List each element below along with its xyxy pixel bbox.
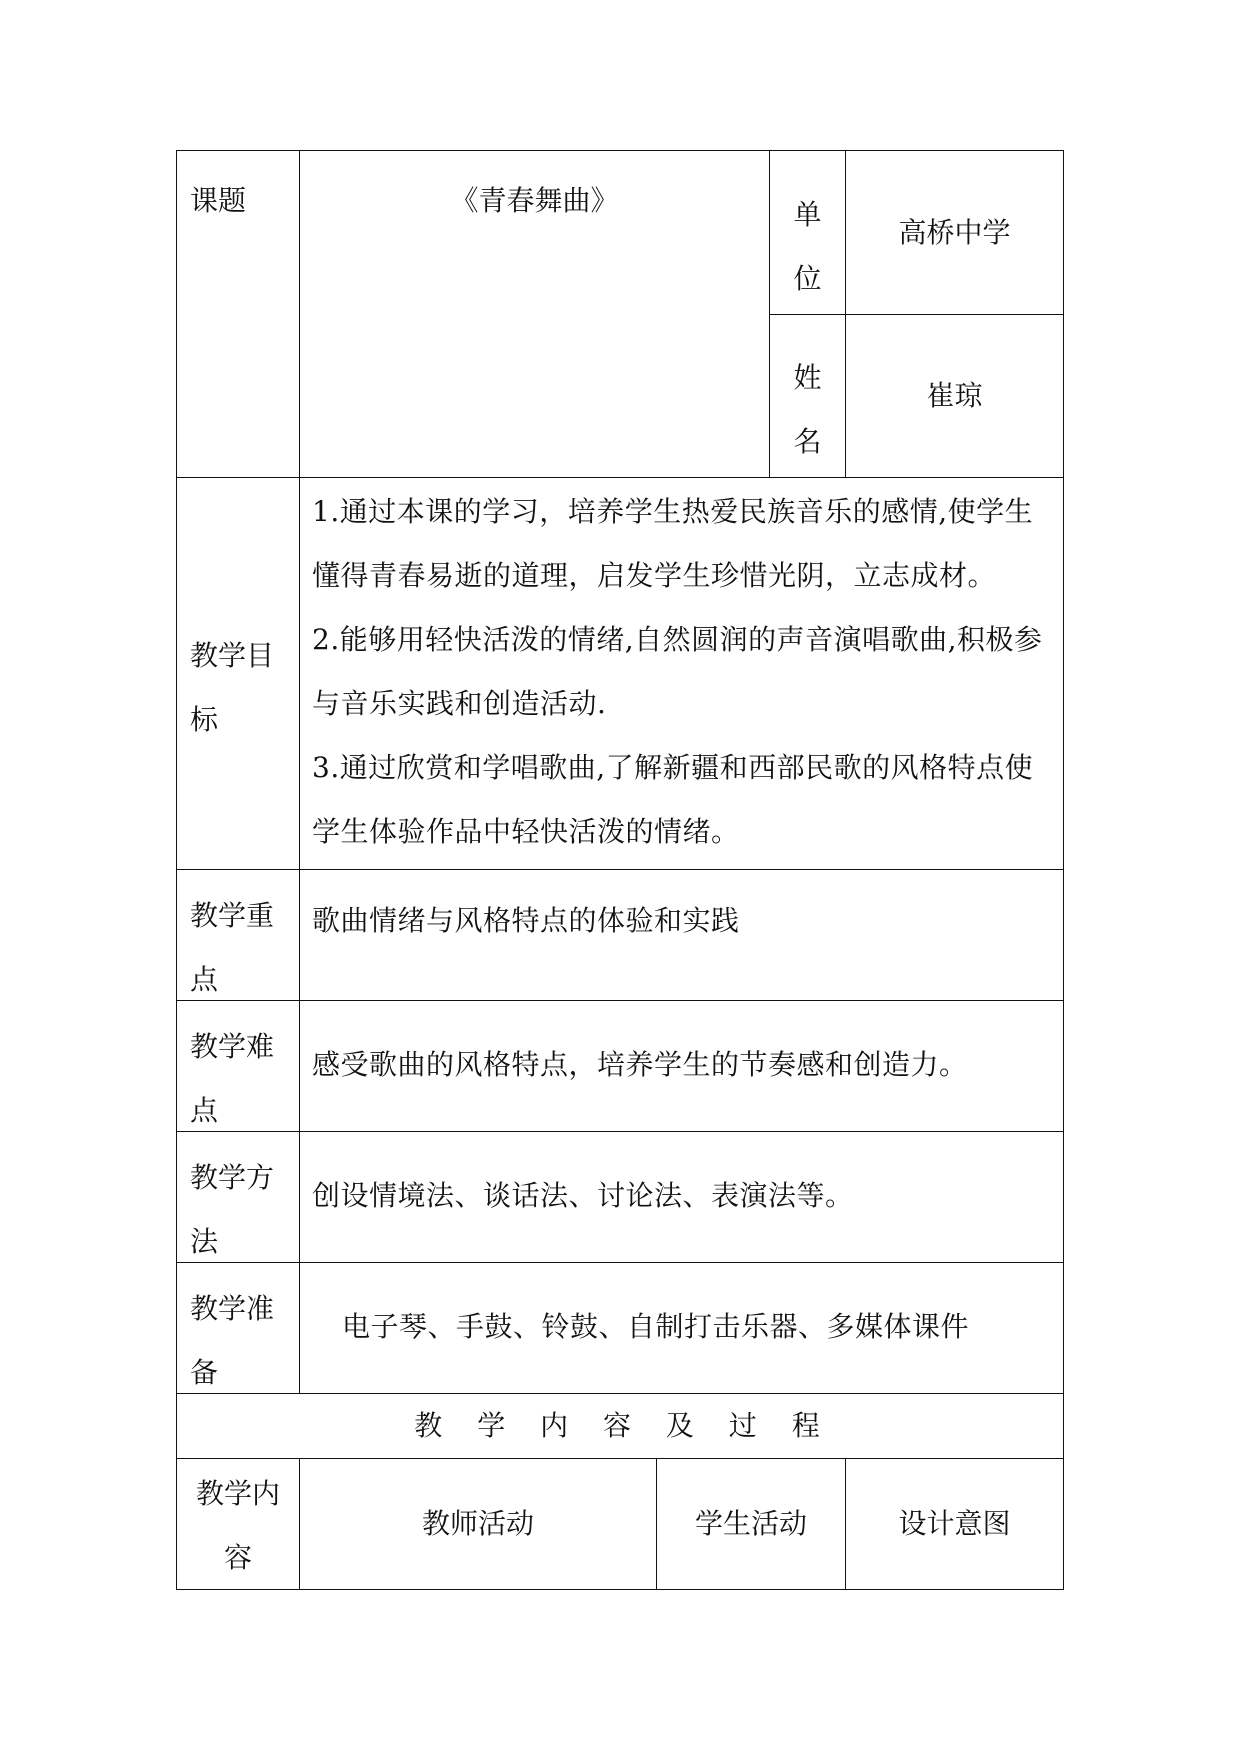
prep-value: 电子琴、手鼓、铃鼓、自制打击乐器、多媒体课件 xyxy=(342,1310,970,1343)
col-content-line2: 容 xyxy=(223,1541,252,1574)
unit-label-line1: 单 xyxy=(793,198,822,231)
grid-line xyxy=(1063,150,1064,1590)
key-point-label xyxy=(190,884,274,1012)
goals-line: 2.能够用轻快活泼的情绪,自然圆润的声音演唱歌曲,积极参 xyxy=(312,623,1043,656)
goals-label-line1: 教学目 xyxy=(190,639,275,672)
grid-line xyxy=(299,150,300,1393)
difficulty-value: 感受歌曲的风格特点，培养学生的节奏感和创造力。 xyxy=(312,1048,968,1081)
name-label xyxy=(770,346,845,474)
col-teacher: 教师活动 xyxy=(421,1507,534,1540)
grid-line xyxy=(176,1458,1064,1459)
difficulty-label xyxy=(190,1015,274,1143)
grid-line xyxy=(176,1000,1064,1001)
grid-line xyxy=(176,1262,1064,1263)
method-label xyxy=(190,1146,274,1274)
prep-label-line1: 教学准 xyxy=(190,1292,275,1325)
col-content-line1: 教学内 xyxy=(195,1477,280,1510)
grid-line xyxy=(845,150,846,477)
unit-value: 高桥中学 xyxy=(898,216,1011,249)
prep-label xyxy=(190,1277,274,1405)
grid-line xyxy=(176,1589,1064,1590)
grid-line xyxy=(176,150,1064,151)
prep-label-line2: 备 xyxy=(190,1356,219,1389)
topic-value: 《青春舞曲》 xyxy=(450,184,619,217)
name-label-line1: 姓 xyxy=(793,361,822,394)
goals-label xyxy=(190,624,274,752)
unit-label-line2: 位 xyxy=(793,262,822,295)
grid-line xyxy=(176,1131,1064,1132)
grid-line xyxy=(176,869,1064,870)
goals-line: 1.通过本课的学习，培养学生热爱民族音乐的感情,使学生 xyxy=(312,495,1034,528)
col-content-label xyxy=(177,1462,299,1590)
name-label-line2: 名 xyxy=(793,425,822,458)
unit-label xyxy=(770,183,845,311)
topic-label: 课题 xyxy=(190,184,247,217)
goals-line: 与音乐实践和创造活动. xyxy=(312,687,607,720)
goals-label-line2: 标 xyxy=(190,703,219,736)
grid-line xyxy=(769,314,1064,315)
col-design: 设计意图 xyxy=(898,1507,1011,1540)
key-point-value: 歌曲情绪与风格特点的体验和实践 xyxy=(312,904,740,937)
name-value: 崔琼 xyxy=(926,379,983,412)
difficulty-label-line1: 教学难 xyxy=(190,1030,275,1063)
key-point-label-line1: 教学重 xyxy=(190,899,275,932)
method-label-line2: 法 xyxy=(190,1225,219,1258)
col-student: 学生活动 xyxy=(694,1507,807,1540)
goals-line: 3.通过欣赏和学唱歌曲,了解新疆和西部民歌的风格特点使 xyxy=(312,751,1034,784)
grid-line xyxy=(176,1393,1064,1394)
method-label-line1: 教学方 xyxy=(190,1161,275,1194)
goals-line: 学生体验作品中轻快活泼的情绪。 xyxy=(312,815,740,848)
key-point-label-line2: 点 xyxy=(190,963,219,996)
grid-line xyxy=(176,150,177,1590)
difficulty-label-line2: 点 xyxy=(190,1094,219,1127)
goals-line: 懂得青春易逝的道理，启发学生珍惜光阴，立志成材。 xyxy=(312,559,997,592)
grid-line xyxy=(176,477,1064,478)
method-value: 创设情境法、谈话法、讨论法、表演法等。 xyxy=(312,1179,854,1212)
section-title: 教 学 内 容 及 过 程 xyxy=(414,1409,826,1442)
